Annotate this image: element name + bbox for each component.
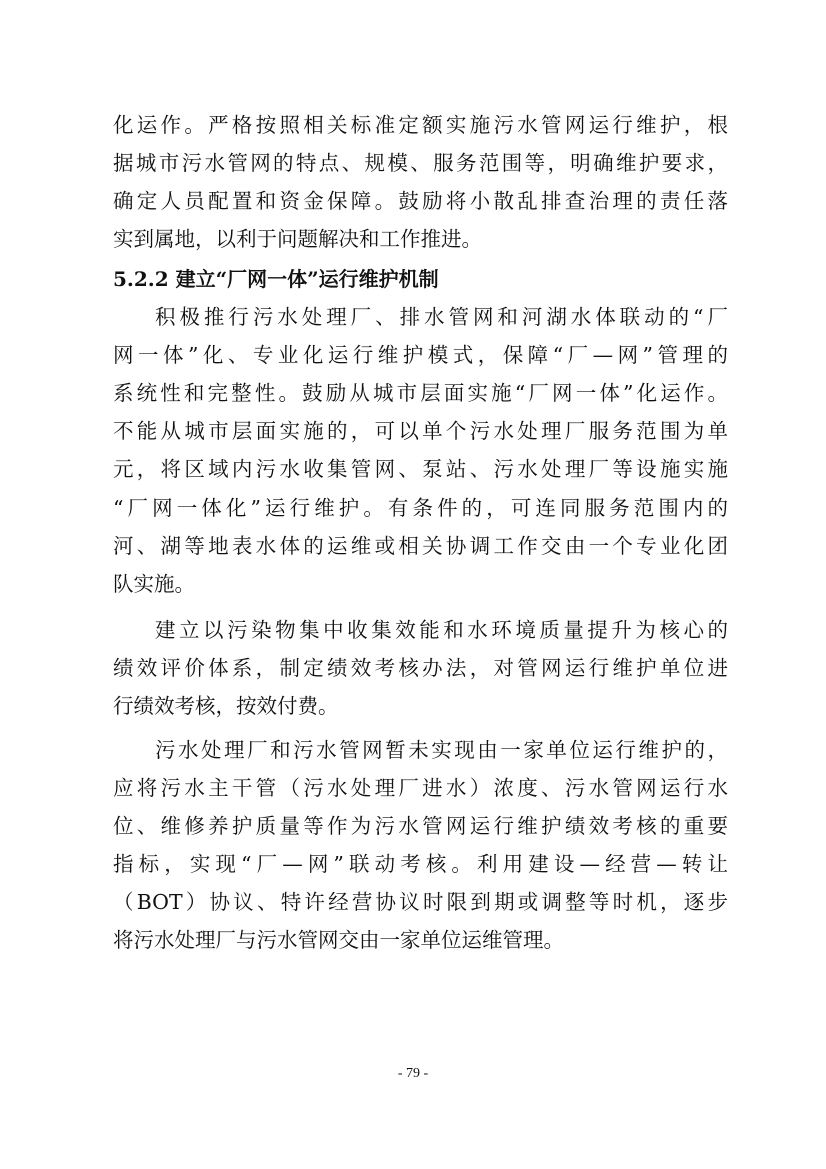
section-heading: 5.2.2 建立“厂网一体”运行维护机制 bbox=[113, 267, 439, 291]
text-line: 实到属地，以利于问题解决和工作推进。 bbox=[113, 227, 482, 251]
text-line: 行绩效考核，按效付费。 bbox=[113, 694, 339, 718]
text-line: 化运作。严格按照相关标准定额实施污水管网运行维护，根 bbox=[113, 113, 728, 137]
text-line: 应将污水主干管（污水处理厂进水）浓度、污水管网运行水 bbox=[113, 776, 728, 800]
text-line: 元，将区域内污水收集管网、泵站、污水处理厂等设施实施 bbox=[113, 457, 728, 481]
text-line: 网一体”化、专业化运行维护模式，保障“厂—网”管理的 bbox=[113, 343, 728, 367]
text-line: 确定人员配置和资金保障。鼓励将小散乱排查治理的责任落 bbox=[113, 189, 728, 213]
text-line: 积极推行污水处理厂、排水管网和河湖水体联动的“厂 bbox=[155, 305, 728, 329]
text-line: “厂网一体化”运行维护。有条件的，可连同服务范围内的 bbox=[113, 496, 728, 520]
text-line: 绩效评价体系，制定绩效考核办法，对管网运行维护单位进 bbox=[113, 656, 728, 680]
text-line: 系统性和完整性。鼓励从城市层面实施“厂网一体”化运作。 bbox=[113, 381, 728, 405]
text-line: 不能从城市层面实施的，可以单个污水处理厂服务范围为单 bbox=[113, 419, 728, 443]
text-line: 指标，实现“厂—网”联动考核。利用建设—经营—转让 bbox=[113, 852, 728, 876]
page-number: - 79 - bbox=[397, 1066, 429, 1081]
text-line: 队实施。 bbox=[113, 572, 195, 596]
text-line: 将污水处理厂与污水管网交由一家单位运维管理。 bbox=[113, 928, 564, 952]
text-line: 河、湖等地表水体的运维或相关协调工作交由一个专业化团 bbox=[113, 534, 728, 558]
text-line: 污水处理厂和污水管网暂未实现由一家单位运行维护的， bbox=[155, 738, 728, 762]
text-line: （BOT）协议、特许经营协议时限到期或调整等时机，逐步 bbox=[113, 890, 728, 914]
text-line: 建立以污染物集中收集效能和水环境质量提升为核心的 bbox=[155, 618, 728, 642]
text-line: 位、维修养护质量等作为污水管网运行维护绩效考核的重要 bbox=[113, 814, 728, 838]
text-line: 据城市污水管网的特点、规模、服务范围等，明确维护要求， bbox=[113, 151, 728, 175]
